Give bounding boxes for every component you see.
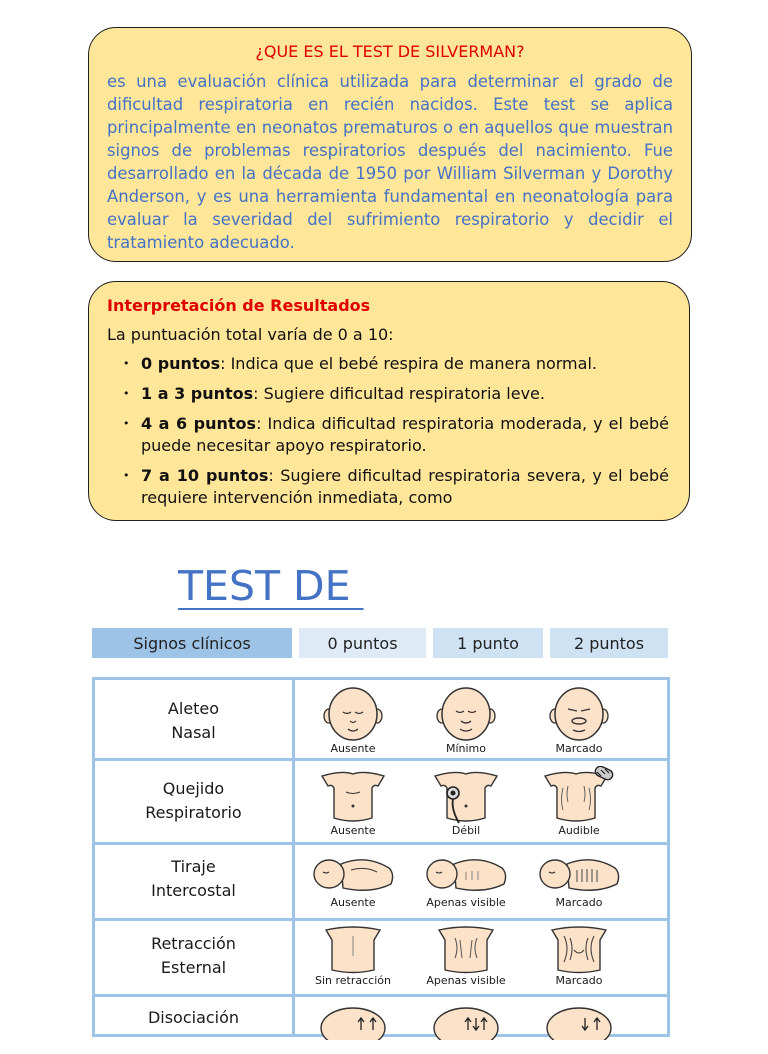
cell-2-points bbox=[524, 1000, 634, 1040]
caption: Apenas visible bbox=[426, 896, 506, 909]
baby-torso-icon bbox=[318, 766, 388, 824]
caption: Sin retracción bbox=[315, 974, 391, 987]
cell-1-point bbox=[411, 1000, 521, 1040]
result-item: • 1 a 3 puntos: Sugiere dificultad respiratoria leve. bbox=[123, 384, 545, 403]
cell-1-point bbox=[411, 686, 521, 755]
baby-lying-icon bbox=[311, 850, 395, 896]
table-row bbox=[95, 918, 667, 994]
cell-0-points bbox=[298, 1000, 408, 1040]
cell-2-points bbox=[524, 924, 634, 987]
baby-torso-icon bbox=[431, 766, 501, 824]
cell-0-points bbox=[298, 924, 408, 987]
bullet-icon: • bbox=[123, 417, 130, 430]
table-row bbox=[95, 842, 667, 918]
result-list bbox=[107, 353, 669, 509]
caption: Ausente bbox=[330, 896, 376, 909]
header-signs: Signos clínicos bbox=[92, 628, 292, 658]
result-item: • 0 puntos: Indica que el bebé respira de manera normal. bbox=[123, 354, 597, 373]
baby-torso-icon bbox=[541, 766, 617, 824]
bullet-icon: • bbox=[123, 357, 130, 370]
table-row bbox=[95, 758, 667, 842]
sign-label: Tiraje Intercostal bbox=[151, 857, 236, 900]
cell-1-point bbox=[411, 850, 521, 909]
bullet-icon: • bbox=[123, 387, 130, 400]
cell-2-points bbox=[524, 686, 634, 755]
table-row bbox=[95, 680, 667, 758]
baby-lying-icon bbox=[424, 1000, 508, 1040]
baby-chest-icon bbox=[318, 924, 388, 974]
caption: Marcado bbox=[555, 974, 603, 987]
caption: Apenas visible bbox=[426, 974, 506, 987]
sign-label: Quejido Respiratorio bbox=[145, 779, 242, 822]
baby-lying-icon bbox=[537, 850, 621, 896]
interpretation-lead: La puntuación total varía de 0 a 10: bbox=[107, 325, 394, 344]
header-2-points: 2 puntos bbox=[550, 628, 668, 658]
bullet-icon: • bbox=[123, 469, 130, 482]
caption: Débil bbox=[451, 824, 481, 837]
baby-face-icon bbox=[434, 686, 498, 742]
test-title: TEST DE bbox=[178, 562, 364, 610]
intro-box bbox=[88, 27, 692, 262]
baby-face-icon bbox=[547, 686, 611, 742]
intro-title: ¿QUE ES EL TEST DE SILVERMAN? bbox=[255, 42, 525, 61]
caption: Ausente bbox=[330, 824, 376, 837]
baby-lying-icon bbox=[537, 1000, 621, 1040]
cell-0-points bbox=[298, 686, 408, 755]
row-divider bbox=[95, 758, 667, 761]
caption: Mínimo bbox=[445, 742, 487, 755]
interpretation-box bbox=[88, 281, 690, 521]
caption: Audible bbox=[558, 824, 600, 837]
baby-lying-icon bbox=[311, 1000, 395, 1040]
sign-label: Aleteo Nasal bbox=[167, 699, 220, 742]
sign-label: Disociación bbox=[147, 1008, 240, 1027]
header-1-point: 1 punto bbox=[433, 628, 543, 658]
caption: Ausente bbox=[330, 742, 376, 755]
cell-0-points bbox=[298, 850, 408, 909]
baby-lying-icon bbox=[424, 850, 508, 896]
baby-face-icon bbox=[321, 686, 385, 742]
caption: Marcado bbox=[555, 896, 603, 909]
cell-2-points bbox=[524, 766, 634, 837]
sign-label: Retracción Esternal bbox=[151, 934, 236, 977]
baby-chest-icon bbox=[544, 924, 614, 974]
result-item: • 4 a 6 puntos: Indica dificultad respiratoria moderada, y el bebé puede necesitar apoyo respiratorio. bbox=[123, 414, 669, 455]
table-row bbox=[95, 994, 667, 1054]
interpretation-title: Interpretación de Resultados bbox=[107, 296, 371, 315]
intro-text: es una evaluación clínica utilizada para determinar el grado de dificultad respiratoria en recién nacidos. Este test se aplica principalmente en neonatos prematuros o en aquellos que muestran signos de problemas respiratorios después del nacimiento. Fue desarrollado en la década de 1950 por William Silverman y Dorothy Anderson, y es una herramienta fundamental en neonatología para evaluar la severidad del sufrimiento respiratorio y decidir el tratamiento adecuado. bbox=[107, 72, 673, 252]
row-divider bbox=[95, 842, 667, 845]
cell-2-points bbox=[524, 850, 634, 909]
cell-0-points bbox=[298, 766, 408, 837]
silverman-table bbox=[92, 677, 670, 1037]
result-item: • 7 a 10 puntos: Sugiere dificultad respiratoria severa, y el bebé requiere intervención inmediata, como bbox=[123, 466, 669, 507]
baby-chest-icon bbox=[431, 924, 501, 974]
cell-1-point bbox=[411, 766, 521, 837]
row-divider bbox=[95, 994, 667, 997]
caption: Marcado bbox=[555, 742, 603, 755]
header-0-points: 0 puntos bbox=[299, 628, 426, 658]
cell-1-point bbox=[411, 924, 521, 987]
row-divider bbox=[95, 918, 667, 921]
